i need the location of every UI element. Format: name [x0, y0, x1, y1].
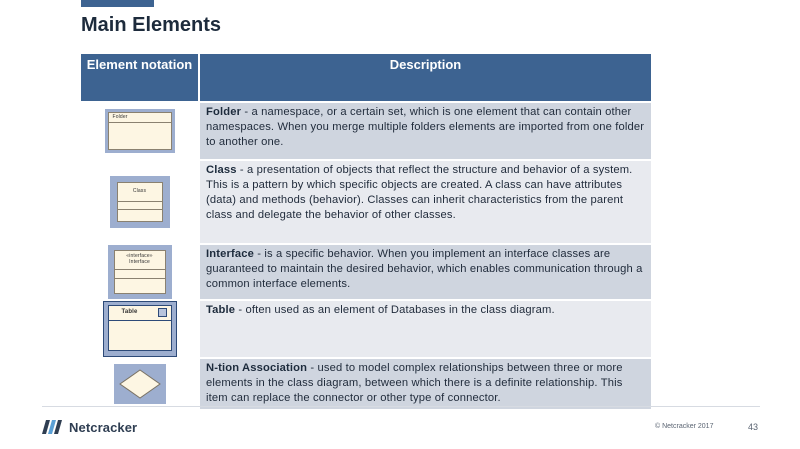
- table-icon: Table: [103, 301, 177, 357]
- notation-cell: [81, 161, 200, 245]
- table-corner-icon: [158, 308, 167, 317]
- description-cell: [200, 103, 651, 161]
- element-description: - often used as an element of Databases in the class diagram.: [235, 304, 555, 316]
- top-accent-bar: [81, 0, 154, 7]
- netcracker-logo-icon: [42, 418, 66, 436]
- folder-icon: Folder: [105, 109, 175, 153]
- header-notation: Element notation: [81, 54, 200, 103]
- notation-cell: [81, 301, 200, 359]
- element-name: Class: [206, 164, 237, 176]
- table-row: [81, 161, 651, 245]
- description-cell: [200, 301, 651, 359]
- element-name: Table: [206, 304, 236, 316]
- copyright: © Netcracker 2017: [655, 423, 714, 430]
- notation-cell: [81, 359, 200, 411]
- description-cell: [200, 161, 651, 245]
- header-description: Description: [200, 54, 651, 103]
- page-number: 43: [748, 422, 759, 432]
- diamond-icon: [114, 364, 166, 404]
- element-description: - a namespace, or a certain set, which is one element that can contain other namespaces. When you merge multiple folders elements are imported from one folder to another one.: [206, 106, 645, 148]
- class-icon: Class: [110, 176, 170, 228]
- netcracker-logo: [42, 418, 137, 436]
- description-cell: [200, 245, 651, 301]
- table-row: [81, 103, 651, 161]
- table-row: [81, 301, 651, 359]
- element-name: Folder: [206, 106, 242, 118]
- element-name: Interface: [206, 248, 254, 260]
- element-name: N-tion Association: [206, 362, 308, 374]
- element-description: - is a specific behavior. When you implement an interface classes are guaranteed to maintain the desired behavior, which enables communication through a common interface elements.: [206, 248, 643, 290]
- notation-cell: [81, 103, 200, 161]
- table-row: [81, 359, 651, 411]
- footer-divider: [42, 406, 760, 407]
- logo-text: Netcracker: [69, 419, 138, 435]
- page-title: Main Elements: [81, 14, 222, 36]
- description-cell: [200, 359, 651, 411]
- element-description: - used to model complex relationships between three or more elements in the class diagram, between which there is a definite relationship. This item can replace the connector or other type of connector.: [206, 362, 623, 404]
- element-description: - a presentation of objects that reflect the structure and behavior of a system. This is a pattern by which specific objects are created. A class can have attributes (data) and methods (behavior). Classes can inherit characteristics from the parent class and delegate the behavior of other classes.: [206, 164, 633, 221]
- table-header-row: [81, 54, 651, 103]
- elements-table: [81, 54, 651, 411]
- interface-icon: «interface» Interface: [108, 245, 172, 299]
- notation-cell: [81, 245, 200, 301]
- table-row: [81, 245, 651, 301]
